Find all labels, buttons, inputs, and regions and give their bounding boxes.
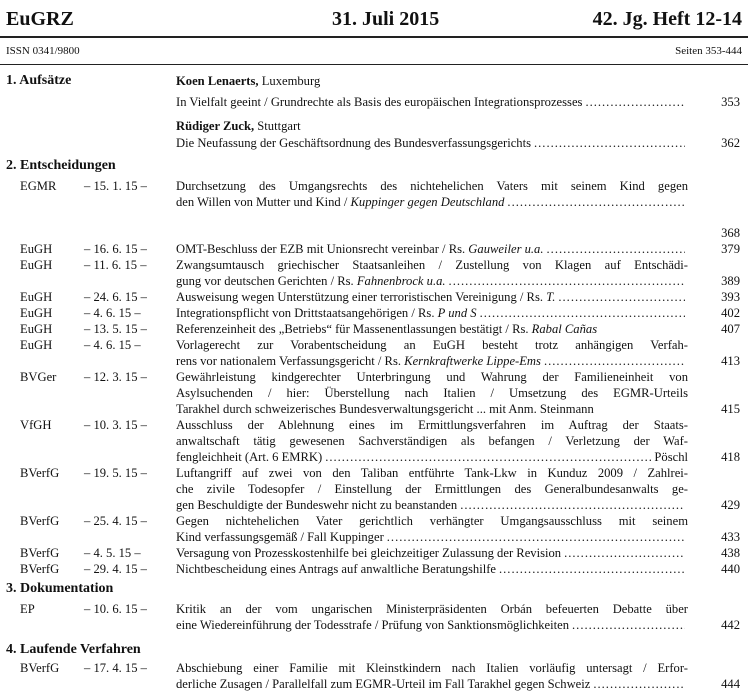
decision-date: – 13. 5. 15 – xyxy=(84,322,147,336)
entry-line-last[interactable] xyxy=(176,617,688,633)
header-rule xyxy=(0,36,748,38)
section-heading-documentation: 3. Dokumentation xyxy=(6,581,114,596)
leader-dots xyxy=(507,194,685,210)
entry-line: Ausschluss der Ablehnung eines im Ermittlungsverfahren im Auftrag der Staats- xyxy=(176,418,688,432)
entry-line-last[interactable] xyxy=(176,676,688,692)
court-label: EuGH xyxy=(20,338,53,352)
page-number: 402 xyxy=(721,306,740,320)
entry-text: OMT-Beschluss der EZB mit Unionsrecht vereinbar / Rs. Gauweiler u.a. xyxy=(176,242,544,256)
entry-line-last[interactable]: Tarakhel durch schweizerisches Bundesverwaltungsgericht ... mit Anm. Steinmann xyxy=(176,402,594,416)
article-title-line[interactable] xyxy=(176,135,688,151)
decision-date: – 10. 6. 15 – xyxy=(84,602,147,616)
decision-date: – 29. 4. 15 – xyxy=(84,562,147,576)
entry-line: Asylsuchenden / hier: Überstellung nach Italien / Umsetzung des EGMR-Urteils xyxy=(176,386,688,400)
decision-date: – 4. 6. 15 – xyxy=(84,306,141,320)
leader-dots xyxy=(387,529,685,545)
page-number: 440 xyxy=(721,562,740,576)
article-author-line xyxy=(176,118,301,134)
page-number: 362 xyxy=(721,136,740,150)
decision-date: – 24. 6. 15 – xyxy=(84,290,147,304)
entry-line: che zivile Todesopfer / Einstellung der Ermittlungen des Generalbundesanwalts ge- xyxy=(176,482,688,496)
entry-line: Gegen nichtehelichen Vater gerichtlich verhängter Umgangsausschluss mit seinem xyxy=(176,514,688,528)
page-number: 444 xyxy=(721,677,740,691)
entry-line: Zwangsumtausch griechischer Staatsanleihen / Zustellung von Klagen auf Entschädi- xyxy=(176,258,688,272)
court-label: EuGH xyxy=(20,322,53,336)
court-label: EP xyxy=(20,602,35,616)
entry-text: fengleichheit (Art. 6 EMRK) xyxy=(176,450,323,464)
entry-line-last[interactable] xyxy=(176,449,688,465)
entry-line: Gewährleistung kindgerechter Unterbringung und Wahrung der Familieneinheit von xyxy=(176,370,688,384)
entry-line-last[interactable] xyxy=(176,194,688,210)
section-heading-essays: 1. Aufsätze xyxy=(6,73,72,88)
court-label: EuGH xyxy=(20,306,53,320)
page-number: 368 xyxy=(721,226,740,240)
entry-text: gen Beschuldigte der Bundeswehr nicht zu beanstanden xyxy=(176,498,458,512)
page-number: 438 xyxy=(721,546,740,560)
decision-date: – 16. 6. 15 – xyxy=(84,242,147,256)
page-number: 442 xyxy=(721,618,740,632)
leader-dots xyxy=(585,94,685,110)
author-place: Stuttgart xyxy=(254,119,301,133)
decision-date: – 12. 3. 15 – xyxy=(84,370,147,384)
leader-dots xyxy=(544,353,685,369)
subheader xyxy=(6,44,742,58)
entry-line-last[interactable] xyxy=(176,305,688,321)
issue-number: 42. Jg. Heft 12-14 xyxy=(592,8,742,30)
court-label: BVerfG xyxy=(20,514,60,528)
court-label: EuGH xyxy=(20,242,53,256)
entry-line: anwaltschaft tätig gewesenen Sachverständigen als befangen / Verletzung der Waf- xyxy=(176,434,688,448)
entry-text: den Willen von Mutter und Kind / Kuppinger gegen Deutschland xyxy=(176,195,505,209)
entry-text: Referenzeinheit des „Betriebs“ für Massenentlassungen bestätigt / Rs. Rabal Cañas xyxy=(176,322,598,336)
decision-date: – 4. 5. 15 – xyxy=(84,546,141,560)
court-label: EuGH xyxy=(20,290,53,304)
entry-line: Luftangriff auf zwei von den Taliban entführte Tank-Lkw in Kunduz 2009 / Zahlrei- xyxy=(176,466,688,480)
court-label: BVerfG xyxy=(20,562,60,576)
page-number: 413 xyxy=(721,354,740,368)
entry-text: Ausweisung wegen Unterstützung einer terroristischen Vereinigung / Rs. T. xyxy=(176,290,556,304)
entry-line-last[interactable] xyxy=(176,353,688,369)
entry-line-last[interactable] xyxy=(176,273,688,289)
leader-dots xyxy=(572,617,685,633)
decision-date: – 4. 6. 15 – xyxy=(84,338,141,352)
decision-date: – 25. 4. 15 – xyxy=(84,514,147,528)
page-number: 415 xyxy=(721,402,740,416)
entry-text: rens vor nationalem Verfassungsgericht / Rs. Kernkraftwerke Lippe-Ems xyxy=(176,354,541,368)
entry-text: eine Wiedereinführung der Todesstrafe / Prüfung von Sanktionsmöglichkeiten xyxy=(176,618,570,632)
section-heading-pending: 4. Laufende Verfahren xyxy=(6,642,141,657)
page-number: 379 xyxy=(721,242,740,256)
entry-text: derliche Zusagen / Parallelfall zum EGMR-Urteil im Fall Tarakhel gegen Schweiz xyxy=(176,677,591,691)
entry-line-last[interactable] xyxy=(176,321,688,337)
article-title: In Vielfalt geeint / Grundrechte als Basis des europäischen Integrationsprozesses xyxy=(176,95,583,109)
entry-text: Integrationspflicht von Drittstaatsangehörigen / Rs. P und S xyxy=(176,306,477,320)
leader-dots xyxy=(325,449,651,465)
issue-date: 31. Juli 2015 xyxy=(332,8,440,30)
entry-line-last[interactable] xyxy=(176,497,688,513)
annotation-author: Pöschl xyxy=(654,450,688,464)
issn: ISSN 0341/9800 xyxy=(6,45,80,57)
entry-line: Abschiebung einer Familie mit Kleinstkindern nach Italien vorläufig untersagt / Erfor- xyxy=(176,661,688,675)
page-range: Seiten 353-444 xyxy=(675,45,742,57)
entry-line-last[interactable] xyxy=(176,241,688,257)
page-number: 429 xyxy=(721,498,740,512)
decision-date: – 17. 4. 15 – xyxy=(84,661,147,675)
journal-title: EuGRZ xyxy=(6,8,74,30)
court-label: EuGH xyxy=(20,258,53,272)
section-heading-decisions: 2. Entscheidungen xyxy=(6,158,116,173)
entry-line: Kritik an der vom ungarischen Ministerpräsidenten Orbán befeuerten Debatte über xyxy=(176,602,688,616)
leader-dots xyxy=(449,273,685,289)
entry-line-last[interactable] xyxy=(176,289,688,305)
decision-date: – 11. 6. 15 – xyxy=(84,258,147,272)
author-name: Rüdiger Zuck, xyxy=(176,119,255,133)
court-label: EGMR xyxy=(20,179,57,193)
entry-text: Nichtbescheidung eines Antrags auf anwaltliche Beratungshilfe xyxy=(176,562,496,576)
entry-line: Durchsetzung des Umgangsrechts des nichtehelichen Vaters mit seinem Kind gegen xyxy=(176,179,688,193)
decision-date: – 10. 3. 15 – xyxy=(84,418,147,432)
leader-dots xyxy=(593,676,685,692)
court-label: BVerfG xyxy=(20,466,60,480)
entry-line: Vorlagerecht zur Vorabentscheidung an EuGH besteht trotz anhängigen Verfah- xyxy=(176,338,688,352)
leader-dots xyxy=(547,241,685,257)
entry-line-last[interactable] xyxy=(176,561,688,577)
leader-dots xyxy=(564,545,685,561)
masthead xyxy=(6,6,742,32)
leader-dots xyxy=(499,561,685,577)
entry-text: Versagung von Prozesskostenhilfe bei gleichzeitiger Zulassung der Revision xyxy=(176,546,562,560)
article-title-line[interactable] xyxy=(176,94,688,110)
page-number: 433 xyxy=(721,530,740,544)
page-number: 393 xyxy=(721,290,740,304)
entry-line-last[interactable] xyxy=(176,529,688,545)
court-label: VfGH xyxy=(20,418,52,432)
entry-text: gung vor deutschen Gerichten / Rs. Fahnenbrock u.a. xyxy=(176,274,446,288)
court-label: BVerfG xyxy=(20,661,60,675)
court-label: BVerfG xyxy=(20,546,60,560)
page-number: 407 xyxy=(721,322,740,336)
leader-dots xyxy=(534,135,685,151)
entry-line-last[interactable] xyxy=(176,545,688,561)
page-number: 418 xyxy=(721,450,740,464)
page-number: 353 xyxy=(721,95,740,109)
entry-text: Kind verfassungsgemäß / Fall Kuppinger xyxy=(176,530,384,544)
decision-date: – 19. 5. 15 – xyxy=(84,466,147,480)
author-name: Koen Lenaerts, xyxy=(176,74,259,88)
article-author-line xyxy=(176,73,320,89)
decision-date: – 15. 1. 15 – xyxy=(84,179,147,193)
page-number: 389 xyxy=(721,274,740,288)
court-label: BVGer xyxy=(20,370,57,384)
subheader-rule xyxy=(0,64,748,65)
leader-dots xyxy=(480,305,685,321)
leader-dots xyxy=(460,497,685,513)
author-place: Luxemburg xyxy=(258,74,321,88)
leader-dots xyxy=(558,289,685,305)
article-title: Die Neufassung der Geschäftsordnung des Bundesverfassungsgerichts xyxy=(176,136,531,150)
